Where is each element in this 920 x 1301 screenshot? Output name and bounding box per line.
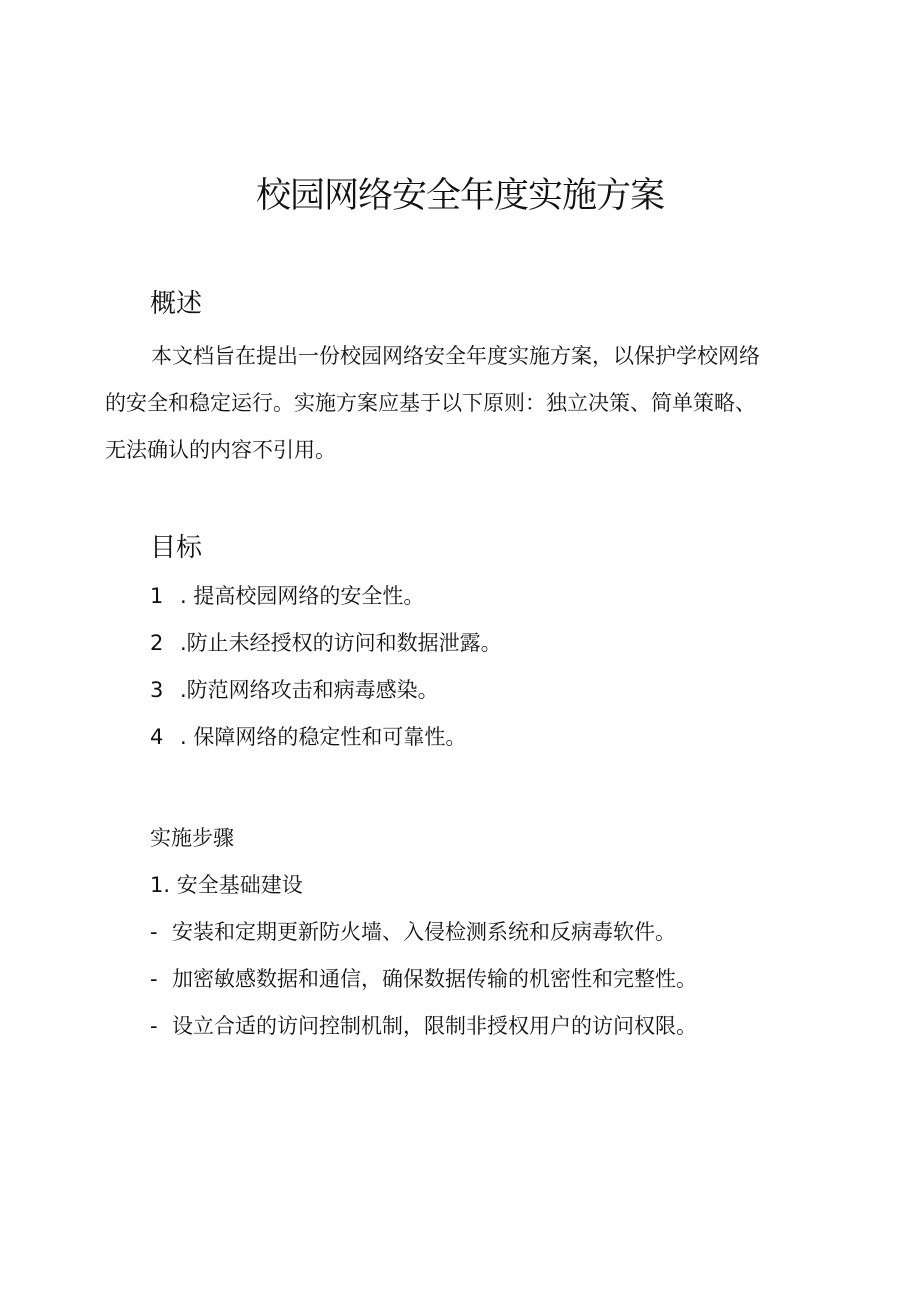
list-item	[150, 909, 697, 956]
list-item	[150, 1003, 697, 1050]
goals-list	[150, 573, 502, 761]
list-item	[150, 573, 502, 620]
list-item-text: . 保障网络的稳定性和可靠性。	[180, 725, 467, 749]
overview-line: 本文档旨在提出一份校园网络安全年度实施方案，以保护学校网络	[151, 344, 760, 368]
bullet-dash: -	[150, 1014, 158, 1038]
list-item-text: 安装和定期更新防火墙、入侵检测系统和反病毒软件。	[172, 920, 676, 944]
bullet-dash: -	[150, 967, 158, 991]
list-item	[150, 956, 697, 1003]
list-item-number: 2	[150, 631, 164, 655]
list-item-number: 4	[150, 725, 164, 749]
overview-paragraph	[105, 333, 845, 474]
list-item	[150, 620, 502, 667]
steps-heading: 实施步骤	[150, 826, 234, 850]
document-title: 校园网络安全年度实施方案	[255, 176, 664, 216]
steps-subheading: 1. 安全基础建设	[150, 873, 303, 897]
list-item-number: 3	[150, 678, 164, 702]
bullet-dash: -	[150, 920, 158, 944]
overview-line: 无法确认的内容不引用。	[105, 438, 336, 462]
list-item	[150, 714, 502, 761]
steps-section	[150, 815, 697, 1050]
goals-heading: 目标	[150, 533, 203, 563]
list-item-text: 加密敏感数据和通信，确保数据传输的机密性和完整性。	[172, 967, 697, 991]
list-item-text: .防止未经授权的访问和数据泄露。	[180, 631, 502, 655]
list-item-text: .防范网络攻击和病毒感染。	[180, 678, 439, 702]
overview-heading: 概述	[150, 289, 203, 319]
overview-line: 的安全和稳定运行。实施方案应基于以下原则：独立决策、简单策略、	[105, 391, 756, 415]
list-item	[150, 667, 502, 714]
list-item-number: 1	[150, 584, 164, 608]
list-item-text: 设立合适的访问控制机制，限制非授权用户的访问权限。	[172, 1014, 697, 1038]
list-item-text: . 提高校园网络的安全性。	[180, 584, 425, 608]
